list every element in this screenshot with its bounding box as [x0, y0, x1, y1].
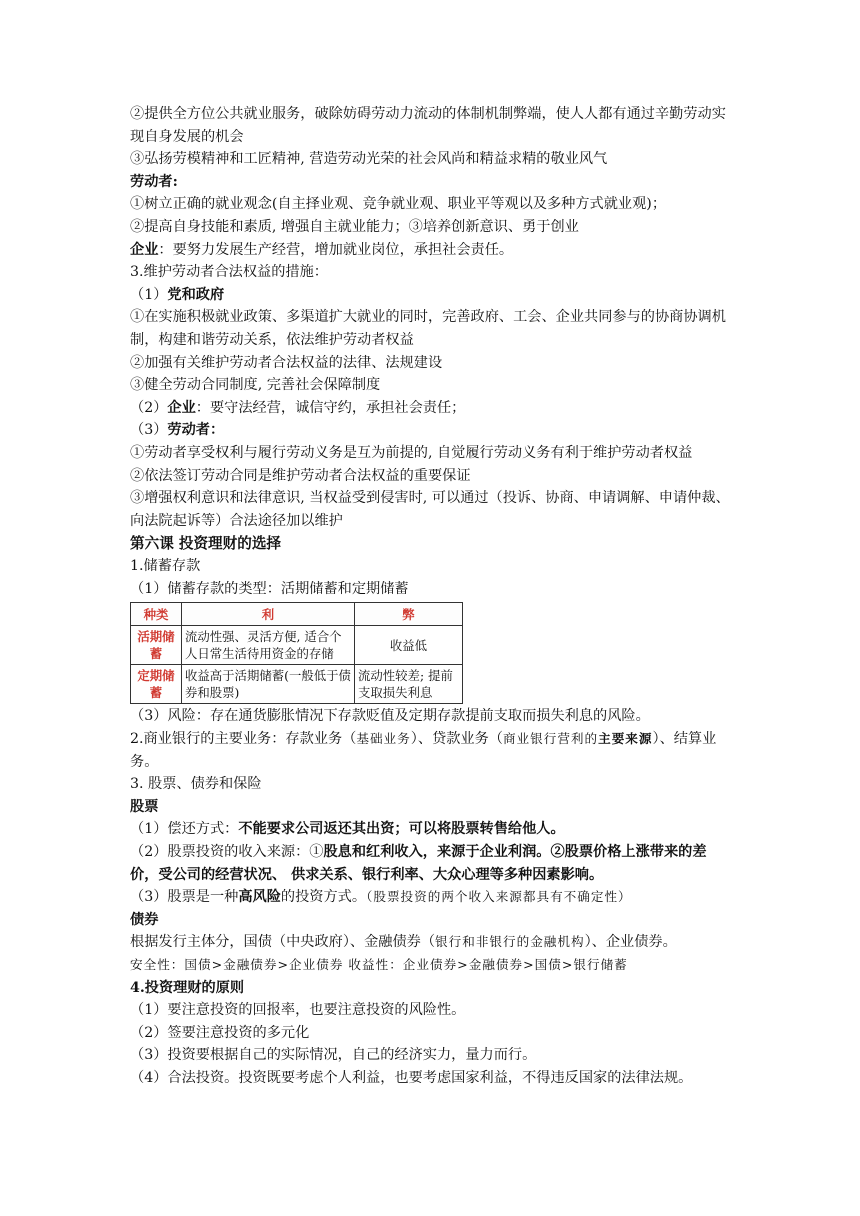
note: 基础业务 [356, 731, 411, 747]
section-heading: 债券 [130, 911, 159, 928]
text: 的投资方式。 [280, 889, 367, 906]
savings-table [130, 602, 463, 704]
note: 商业银行营利的 [502, 731, 599, 747]
paragraph [130, 818, 730, 841]
text: （2）股票投资的收入来源：① [130, 844, 324, 861]
paragraph: ①树立正确的就业观念(自主择业观、竞争就业观、职业平等观以及多种方式就业观)； [130, 196, 667, 213]
text: （3）股票是一种 [130, 889, 239, 906]
note: （股票投资的两个收入来源都具有不确定性） [366, 889, 632, 905]
paragraph: ①劳动者享受权利与履行劳动义务是互为前提的, 自觉履行劳动义务有利于维护劳动者权益 [130, 444, 693, 461]
text: ）、结算业务。 [130, 731, 717, 770]
paragraph: （3）风险：存在通货膨胀情况下存款贬值及定期存款提前支取而损失利息的风险。 [130, 708, 650, 725]
paragraph: ③增强权利意识和法律意识, 当权益受到侵害时, 可以通过（投诉、协商、申请调解、申请仲裁、向法院起诉等）合法途径加以维护 [130, 490, 730, 529]
text: ）、企业债券。 [584, 934, 677, 951]
section-title: 3.维护劳动者合法权益的措施： [130, 264, 328, 281]
table-header-cell: 利 [182, 603, 355, 626]
table-cell-kind: 活期储蓄 [131, 626, 182, 665]
text: 根据发行主体分，国债（中央政府）、金融债券（ [130, 934, 436, 951]
text-bold: 高风险 [238, 889, 281, 906]
text: 2.商业银行的主要业务：存款业务（ [130, 731, 357, 748]
text-bold: 股息和红利收入，来源于企业利润。②股票价格上涨带来的差价，受公司的经营状况、 供求关系、银行利率、大众心理等多种因素影响。 [130, 844, 707, 883]
paragraph: ②加强有关维护劳动者合法权益的法律、法规建设 [130, 354, 443, 371]
paragraph: ②依法签订劳动合同是维护劳动者合法权益的重要保证 [130, 467, 471, 484]
table-header-cell: 种类 [131, 603, 182, 626]
label-bold: 企业 [167, 399, 196, 416]
note: 银行和非银行的金融机构 [435, 934, 585, 950]
subheading [130, 397, 730, 420]
section-heading: 股票 [130, 798, 159, 815]
paragraph [130, 728, 730, 773]
table-cell-pro: 流动性强、灵活方便, 适合个人日常生活待用资金的存储 [182, 626, 355, 665]
section-title: 4.投资理财的原则 [130, 979, 245, 996]
paragraph: ③健全劳动合同制度, 完善社会保障制度 [130, 377, 381, 394]
list-item: （3）投资要根据自己的实际情况，自己的经济实力，量力而行。 [130, 1047, 537, 1064]
list-item: （1）要注意投资的回报率，也要注意投资的风险性。 [130, 1002, 466, 1019]
label-bold: 企业 [130, 241, 159, 258]
table-header-cell: 弊 [355, 603, 463, 626]
paragraph: ①在实施积极就业政策、多渠道扩大就业的同时，完善政府、工会、企业共同参与的协商协调机制，构建和谐劳动关系，依法维护劳动者权益 [130, 309, 726, 348]
label-bold: 党和政府 [167, 286, 225, 303]
text: ：要守法经营，诚信守约，承担社会责任； [195, 399, 466, 416]
colon: ： [209, 422, 225, 439]
table-row [131, 665, 463, 704]
text-bold: 不能要求公司返还其出资；可以将股票转售给他人。 [238, 821, 565, 838]
text: （1）偿还方式： [130, 821, 239, 838]
paragraph [130, 886, 730, 909]
section-title: 1.储蓄存款 [130, 558, 201, 575]
note-bold: 主要来源 [598, 731, 653, 747]
paragraph: ②提供全方位公共就业服务，破除妨碍劳动力流动的体制机制弊端，使人人都有通过辛勤劳动实现自身发展的机会 [130, 106, 726, 145]
table-cell-con: 流动性较差; 提前支取损失利息 [355, 665, 463, 704]
paragraph: ②提高自身技能和素质, 增强自主就业能力；③培养创新意识、勇于创业 [130, 218, 579, 235]
paragraph [130, 931, 730, 954]
section-title: 3. 股票、债券和保险 [130, 776, 262, 793]
paragraph: 安全性：国债>金融债券>企业债券 收益性：企业债券>金融债券>国债>银行储蓄 [130, 957, 628, 972]
section-heading: 劳动者: [130, 173, 178, 190]
text: ：要努力发展生产经营，增加就业岗位，承担社会责任。 [158, 241, 514, 258]
table-header-row [131, 603, 463, 626]
list-item: （2）签要注意投资的多元化 [130, 1024, 310, 1041]
table-row [131, 626, 463, 665]
paragraph: （1）储蓄存款的类型：活期储蓄和定期储蓄 [130, 580, 409, 597]
text: ）、贷款业务（ [410, 731, 503, 748]
label: （3） [130, 422, 168, 439]
label: （2） [130, 399, 168, 416]
subheading [130, 419, 730, 442]
paragraph [130, 841, 730, 886]
label: （1） [130, 286, 168, 303]
paragraph [130, 239, 730, 262]
document-page [130, 103, 730, 1090]
table-cell-kind: 定期储蓄 [131, 665, 182, 704]
label-bold: 劳动者 [167, 422, 210, 439]
table-cell-con: 收益低 [355, 626, 463, 665]
list-item: （4）合法投资。投资既要考虑个人利益，也要考虑国家利益，不得违反国家的法律法规。 [130, 1069, 693, 1086]
subheading [130, 284, 730, 307]
lesson-title: 第六课 投资理财的选择 [130, 535, 282, 553]
table-cell-pro: 收益高于活期储蓄(一般低于债券和股票) [182, 665, 355, 704]
paragraph: ③弘扬劳模精神和工匠精神, 营造劳动光荣的社会风尚和精益求精的敬业风气 [130, 151, 608, 168]
